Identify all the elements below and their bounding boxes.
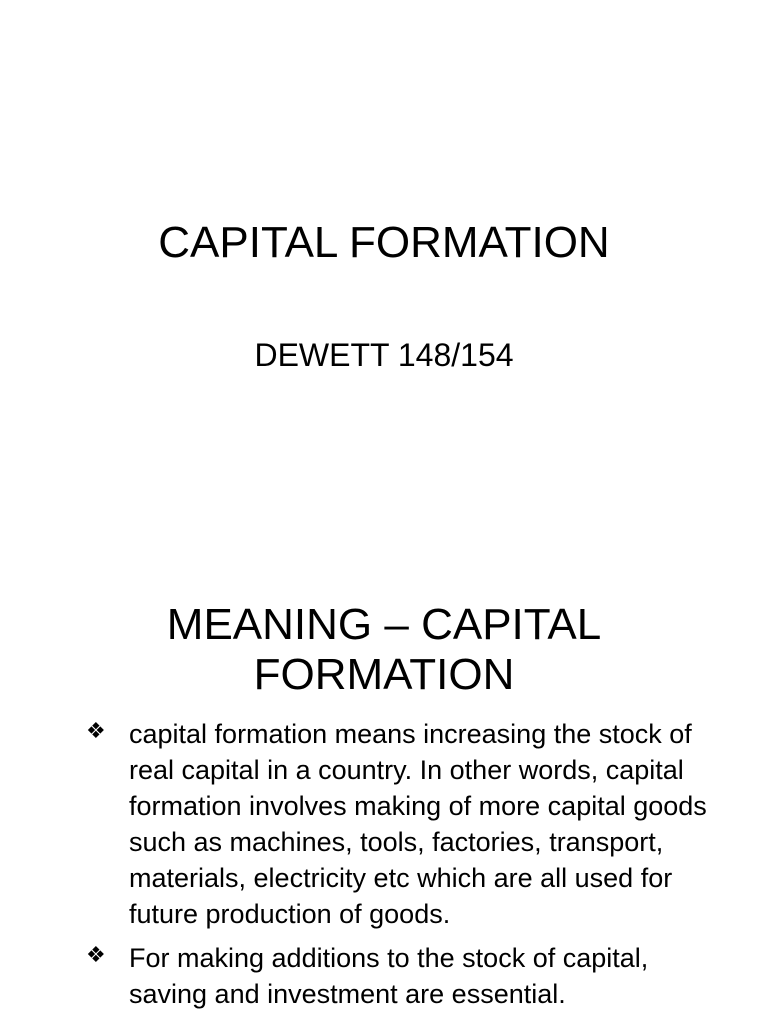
bullet-text: For making additions to the stock of capital, saving and investment are essential.	[129, 943, 649, 1009]
bullet-item	[0, 716, 768, 932]
slide-title: CAPITAL FORMATION	[158, 218, 610, 267]
bullet-list	[0, 716, 768, 1020]
bullet-item	[0, 940, 768, 1012]
slide-subtitle: DEWETT 148/154	[254, 337, 514, 373]
slide-title-line-2: FORMATION	[253, 650, 515, 699]
slide-2	[0, 576, 768, 1024]
slide-title-line-1: MEANING – CAPITAL	[166, 600, 602, 649]
diamond-bullet-icon: ❖	[86, 943, 106, 968]
diamond-bullet-icon: ❖	[86, 719, 106, 744]
slide-title	[0, 600, 768, 700]
bullet-text: capital formation means increasing the stock of real capital in a country. In other words, capital formation involves making of more capital goods such as machines, tools, factories, transport, materials, electricity etc which are all used for future production of goods.	[129, 719, 707, 929]
